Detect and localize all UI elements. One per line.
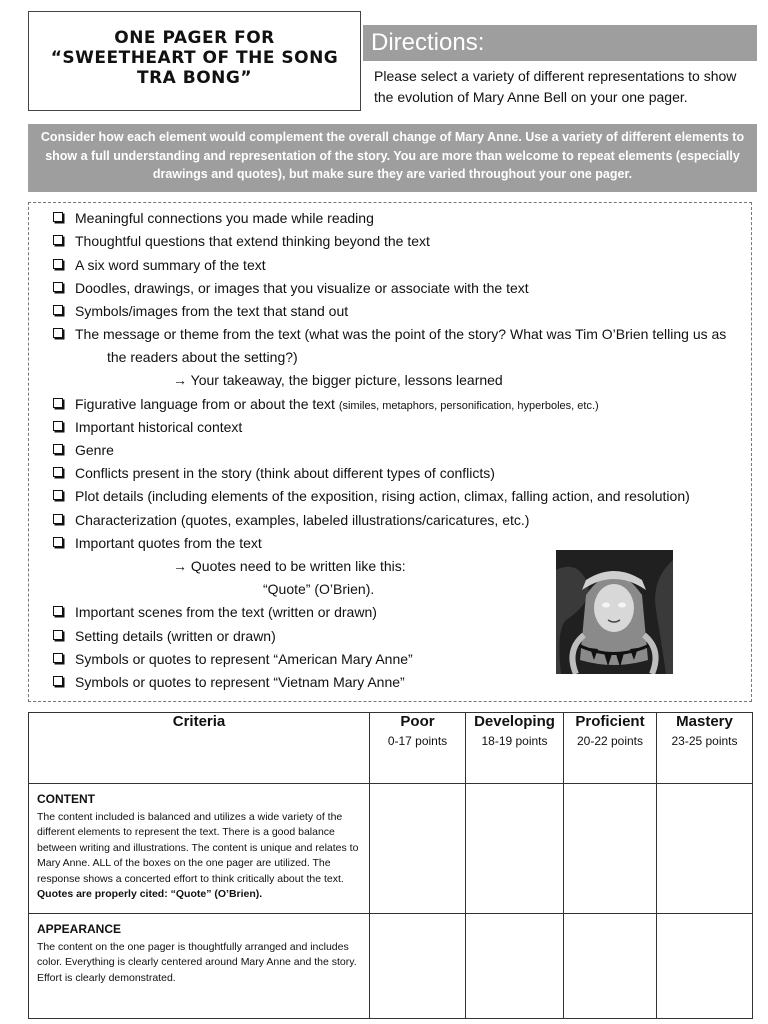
rubric-table [28,712,753,1019]
score-cell[interactable] [370,784,466,914]
quotes-note: → Quotes need to be written like this: [173,558,406,574]
title-line-3: TRA BONG” [136,68,253,88]
rubric-row-appearance [29,914,753,1019]
checklist-item[interactable]: The message or theme from the text (what was the point of the story? What was Tim O’Brien telling us as [75,323,726,345]
score-cell[interactable] [564,784,657,914]
checklist-item[interactable]: Symbols or quotes to represent “American Mary Anne” [75,648,413,670]
criteria-description: The content included is balanced and utilizes a wide variety of the different elements to represent the text. There is a good balance between writing and illustrations. The content is unique and relates to Mary Anne. ALL of the boxes on the one pager are utilized. The response shows a concerted effort to think critically about the text. [37,810,359,885]
checkbox-icon[interactable] [53,444,63,454]
quotes-example: “Quote” (O’Brien). [263,581,375,597]
criteria-description: The content on the one pager is thoughtfully arranged and includes color. Everything is clearly centered around Mary Anne and the story. Effort is clearly demonstrated. [37,940,357,984]
directions-text: Please select a variety of different representations to show the evolution of Mary Anne Bell on your one pager. [374,68,737,105]
level-header-mastery: Mastery 23-25 points [657,713,753,784]
checklist-item[interactable]: A six word summary of the text [75,254,266,276]
checkbox-icon[interactable] [53,537,63,547]
level-header-poor: Poor 0-17 points [370,713,466,784]
checklist-item[interactable]: Characterization (quotes, examples, labeled illustrations/caricatures, etc.) [75,509,529,531]
checkbox-icon[interactable] [53,235,63,245]
criteria-category: APPEARANCE [37,922,122,936]
criteria-category: CONTENT [37,792,95,806]
checklist-item[interactable]: Plot details (including elements of the exposition, rising action, climax, falling action, and resolution) [75,485,690,507]
directions-heading: Directions: [363,25,757,61]
checklist-item[interactable]: Doodles, drawings, or images that you visualize or associate with the text [75,277,529,299]
rubric-header-row [29,713,753,784]
checklist-item[interactable]: Figurative language from or about the text (similes, metaphors, personification, hyperboles, etc.) [75,393,599,417]
checkbox-icon[interactable] [53,514,63,524]
checklist-item[interactable]: Genre [75,439,114,461]
score-cell[interactable] [466,914,564,1019]
checklist-item[interactable]: Important scenes from the text (written or drawn) [75,601,377,623]
title-line-1: ONE PAGER FOR [114,28,275,48]
consider-banner: Consider how each element would complement the overall change of Mary Anne. Use a variety of different elements to show a full understanding and representation of the story. You are more than welcome to repeat elements (especially drawings and quotes), but make sure they are varied throughout your one pager. [28,124,757,192]
criteria-header: Criteria [29,713,370,784]
mary-anne-illustration [556,550,673,674]
score-cell[interactable] [564,914,657,1019]
checkbox-icon[interactable] [53,282,63,292]
score-cell[interactable] [370,914,466,1019]
level-header-developing: Developing 18-19 points [466,713,564,784]
checklist-item[interactable]: Important quotes from the text [75,532,262,554]
level-header-proficient: Proficient 20-22 points [564,713,657,784]
checklist-item[interactable]: Symbols/images from the text that stand out [75,300,348,322]
checklist-item[interactable]: Symbols or quotes to represent “Vietnam Mary Anne” [75,671,405,693]
checkbox-icon[interactable] [53,305,63,315]
score-cell[interactable] [657,784,753,914]
checkbox-icon[interactable] [53,630,63,640]
checkbox-icon[interactable] [53,398,63,408]
criteria-cell [29,784,370,914]
checkbox-icon[interactable] [53,421,63,431]
theme-note: → Your takeaway, the bigger picture, lessons learned [173,372,503,388]
checklist-item[interactable]: Thoughtful questions that extend thinking beyond the text [75,230,430,252]
figurative-note: (similes, metaphors, personification, hyperboles, etc.) [338,400,599,412]
theme-continuation: the readers about the setting?) [107,349,298,365]
checkbox-icon[interactable] [53,467,63,477]
checkbox-icon[interactable] [53,653,63,663]
checklist-item[interactable]: Important historical context [75,416,242,438]
checkbox-icon[interactable] [53,212,63,222]
checkbox-icon[interactable] [53,676,63,686]
title-line-2: “SWEETHEART OF THE SONG [50,48,339,68]
criteria-cell [29,914,370,1019]
criteria-bold-note: Quotes are properly cited: “Quote” (O’Brien). [37,888,263,900]
title-box [28,11,361,111]
score-cell[interactable] [657,914,753,1019]
checkbox-icon[interactable] [53,606,63,616]
score-cell[interactable] [466,784,564,914]
checklist-item[interactable]: Setting details (written or drawn) [75,625,276,647]
checkbox-icon[interactable] [53,259,63,269]
checkbox-icon[interactable] [53,328,63,338]
checkbox-icon[interactable] [53,490,63,500]
checklist-item[interactable]: Conflicts present in the story (think about different types of conflicts) [75,462,495,484]
checklist-item[interactable]: Meaningful connections you made while reading [75,207,374,229]
rubric-row-content [29,784,753,914]
